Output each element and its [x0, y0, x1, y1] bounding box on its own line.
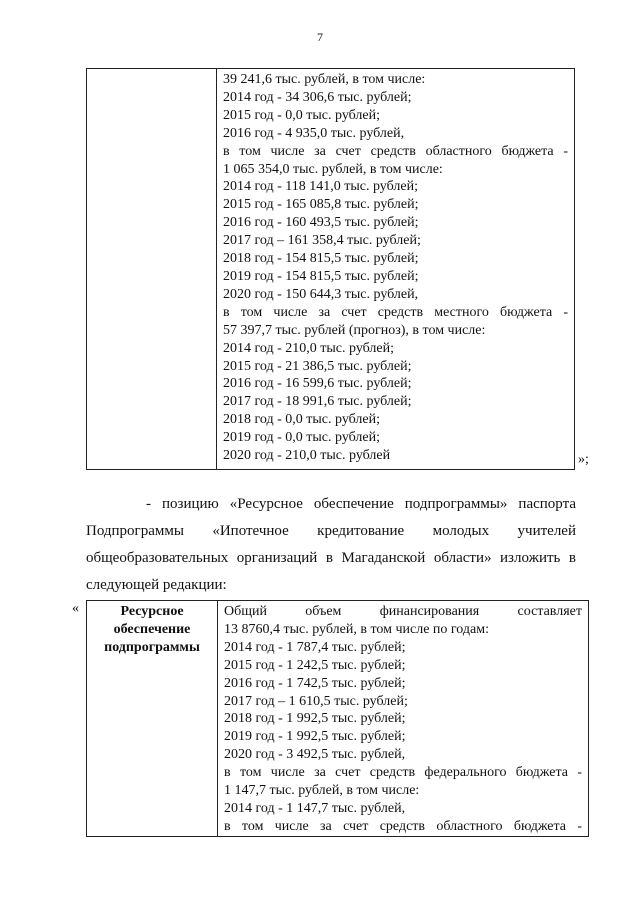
table1-line: 2019 год - 0,0 тыс. рублей;: [223, 430, 381, 446]
paragraph-line: следующей редакции:: [86, 577, 227, 593]
resource-table-continued: [86, 68, 575, 470]
label-line: подпрограммы: [104, 639, 200, 655]
closing-quote-mark: »;: [578, 452, 589, 467]
table1-line: 1 065 354,0 тыс. рублей, в том числе:: [223, 161, 443, 177]
table1-line: 39 241,6 тыс. рублей, в том числе:: [223, 72, 426, 87]
table2-line: 2018 год - 1 992,5 тыс. рублей;: [224, 711, 406, 727]
table1-line: 2016 год - 4 935,0 тыс. рублей,: [223, 125, 405, 141]
table1-line: 2015 год - 21 386,5 тыс. рублей;: [223, 358, 412, 374]
table1-line: 2015 год - 0,0 тыс. рублей;: [223, 107, 381, 123]
table1-line: 2015 год - 165 085,8 тыс. рублей;: [223, 197, 419, 213]
table2-line: 2017 год – 1 610,5 тыс. рублей;: [224, 693, 408, 709]
table1-line: 2014 год - 34 306,6 тыс. рублей;: [223, 89, 412, 105]
table1-content-cell: [217, 69, 575, 470]
table2-line: 13 8760,4 тыс. рублей, в том числе по годам:: [224, 621, 489, 637]
table2-line: 2015 год - 1 242,5 тыс. рублей;: [224, 657, 406, 673]
table1-line: в том числе за счет средств областного бюджета -: [223, 143, 568, 159]
table1-line: в том числе за счет средств местного бюджета -: [223, 304, 568, 320]
table1-line: 2014 год - 118 141,0 тыс. рублей;: [223, 179, 418, 195]
table2-line: в том числе за счет средств областного бюджета -: [224, 818, 582, 834]
table1-line: 2016 год - 160 493,5 тыс. рублей;: [223, 215, 419, 231]
table2-line: 2020 год - 3 492,5 тыс. рублей,: [224, 747, 406, 763]
table1-line: 2017 год – 161 358,4 тыс. рублей;: [223, 233, 421, 249]
paragraph-line: - позицию «Ресурсное обеспечение подпрограммы» паспорта: [146, 496, 576, 512]
label-line: Ресурсное: [120, 604, 184, 619]
table1-line: 2018 год - 0,0 тыс. рублей;: [223, 412, 381, 428]
table1-line: 2020 год - 150 644,3 тыс. рублей,: [223, 286, 419, 302]
table1-line: 2017 год - 18 991,6 тыс. рублей;: [223, 394, 412, 410]
table2-line: 2014 год - 1 787,4 тыс. рублей;: [224, 639, 406, 655]
opening-quote-mark: «: [72, 601, 79, 616]
table2-line: Общий объем финансирования составляет: [224, 604, 582, 619]
resource-table-new: [86, 600, 589, 837]
amendment-paragraph: [86, 491, 576, 599]
paragraph-line: Подпрограммы «Ипотечное кредитование молодых учителей: [86, 523, 576, 539]
label-line: обеспечение: [113, 621, 191, 637]
table1-line: 2016 год - 16 599,6 тыс. рублей;: [223, 376, 412, 392]
page-number: 7: [317, 30, 323, 44]
table2-label-cell: [87, 601, 218, 837]
table2-content-cell: [218, 601, 589, 837]
table2-line: 2016 год - 1 742,5 тыс. рублей;: [224, 675, 406, 691]
table1-line: 2014 год - 210,0 тыс. рублей;: [223, 340, 395, 356]
table2-line: 2019 год - 1 992,5 тыс. рублей;: [224, 729, 406, 745]
table1-line: 57 397,7 тыс. рублей (прогноз), в том числе:: [223, 322, 486, 338]
table1-label-cell: [87, 69, 217, 470]
table2-line: 1 147,7 тыс. рублей, в том числе:: [224, 783, 420, 799]
table2-line: в том числе за счет средств федерального бюджета -: [224, 765, 582, 781]
table1-line: 2019 год - 154 815,5 тыс. рублей;: [223, 268, 419, 284]
table2-line: 2014 год - 1 147,7 тыс. рублей,: [224, 800, 406, 816]
table1-line: 2020 год - 210,0 тыс. рублей: [223, 448, 391, 464]
paragraph-line: общеобразовательных организаций в Магаданской области» изложить в: [86, 550, 576, 566]
table1-line: 2018 год - 154 815,5 тыс. рублей;: [223, 251, 419, 267]
